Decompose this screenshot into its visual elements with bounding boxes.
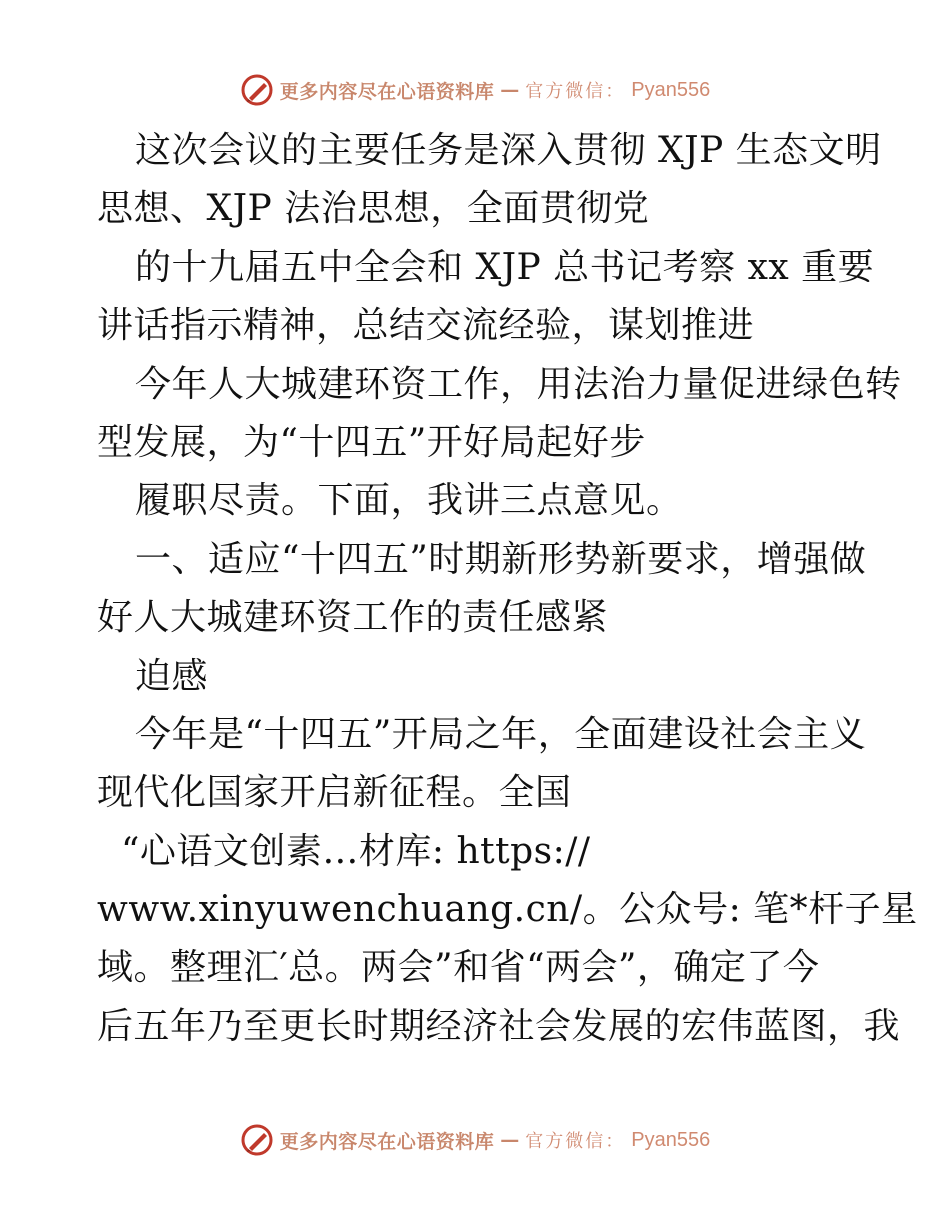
section-heading-line-3: 迫感 — [135, 655, 209, 697]
section-heading-line-1: 一、适应“十四五”时期新形势新要求，增强做 — [135, 538, 867, 580]
text-line-16: 后五年乃至更长时期经济社会发展的宏伟蓝图，我 — [97, 1005, 901, 1047]
text-line-2: 思想、XJP 法治思想，全面贯彻党 — [97, 188, 650, 230]
text-line-3: 的十九届五中全会和 XJP 总书记考察 xx 重要 — [135, 246, 875, 288]
banner-dash: — — [500, 1129, 520, 1151]
text-line-13: “心语文创素…材库: https:// — [121, 830, 591, 872]
document-body — [97, 122, 918, 1056]
text-line-1: 这次会议的主要任务是深入贯彻 XJP 生态文明 — [135, 130, 882, 171]
text-line-14: www.xinyuwenchuang.cn/。公众号: 笔*杆子星 — [97, 889, 918, 931]
banner-wechat-handle: Pyan556 — [631, 78, 711, 101]
text-line-7: 履职尽责。下面，我讲三点意见。 — [135, 480, 683, 522]
banner-wechat-label: 官方微信： — [525, 1131, 626, 1152]
header-banner — [0, 70, 950, 110]
pen-in-circle-logo-icon — [240, 1123, 274, 1157]
banner-wechat-label: 官方微信： — [525, 81, 626, 102]
text-line-4: 讲话指示精神，总结交流经验，谋划推进 — [97, 305, 755, 347]
text-line-12: 现代化国家开启新征程。全国 — [97, 772, 572, 814]
section-heading-line-2: 好人大城建环资工作的责任感紧 — [97, 597, 609, 639]
banner-wechat-handle: Pyan556 — [631, 1128, 711, 1151]
banner-site-name: 更多内容尽在心语资料库 — [279, 80, 495, 103]
text-line-6: 型发展，为“十四五”开好局起好步 — [97, 421, 646, 463]
footer-banner — [0, 1120, 950, 1160]
text-line-15: 域。整理汇′总。两会”和省“两会”，确定了今 — [97, 947, 820, 989]
banner-site-name: 更多内容尽在心语资料库 — [279, 1130, 495, 1153]
banner-dash: — — [500, 79, 520, 101]
text-line-11: 今年是“十四五”开局之年，全面建设社会主义 — [135, 713, 867, 755]
text-line-5: 今年人大城建环资工作，用法治力量促进绿色转 — [135, 363, 902, 405]
pen-in-circle-logo-icon — [240, 73, 274, 107]
